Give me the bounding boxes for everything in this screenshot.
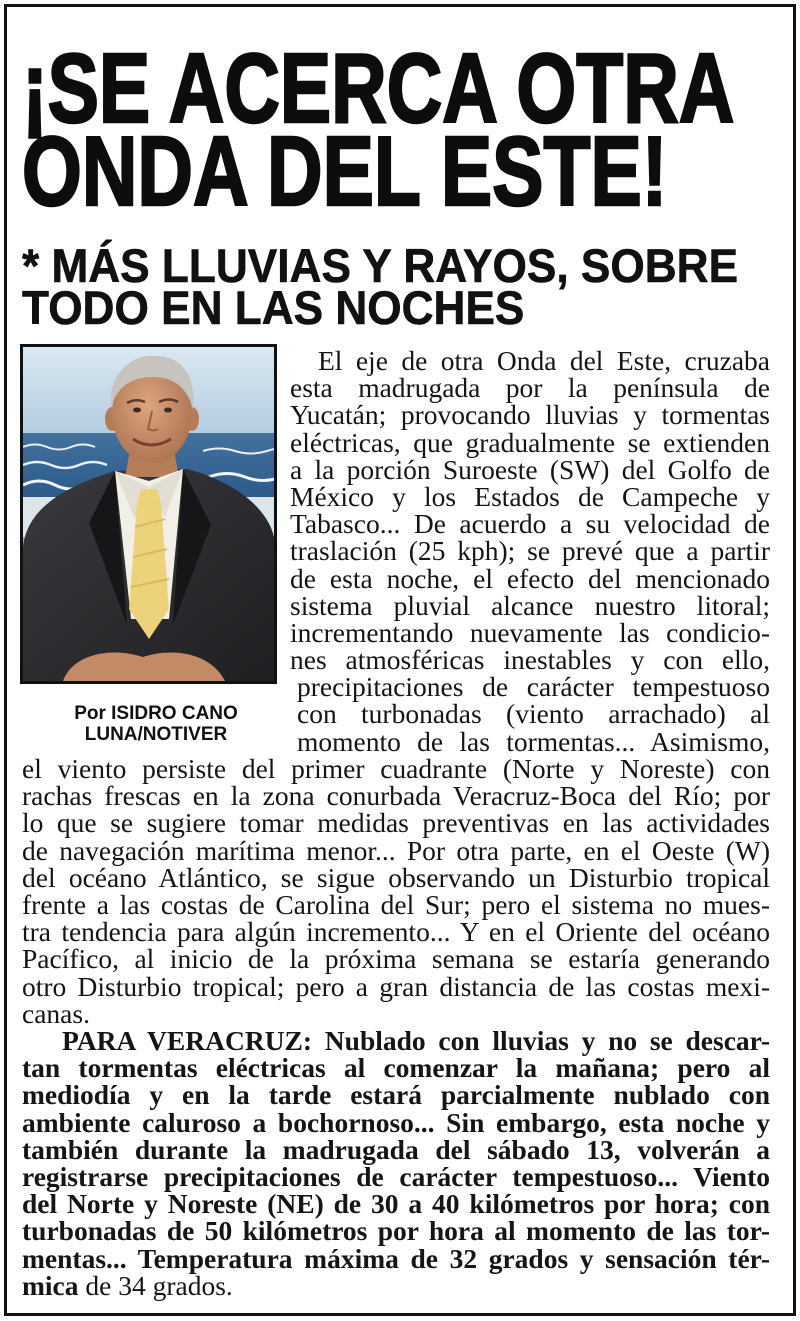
forecast-line: registrarse precipitaciones de carácter tempestuoso... Viento xyxy=(22,1160,770,1192)
article-line: Yucatán; provocando lluvias y tormentas xyxy=(290,399,770,431)
article-line: Pacífico, al inicio de la próxima semana se estaría generando xyxy=(22,943,770,975)
article-line: de navegación marítima menor... Por otra parte, en el Oeste (W) xyxy=(22,834,770,866)
article-line: frente a las costas de Carolina del Sur; pero el sistema no mues- xyxy=(22,888,770,920)
forecast-paragraph xyxy=(22,1027,770,1299)
article-line: eléctricas, que gradualmente se extienden xyxy=(290,426,770,458)
article-line: con turbonadas (viento arrachado) al xyxy=(297,698,770,730)
byline-line-2: LUNA/NOTIVER xyxy=(84,724,228,745)
forecast-last-bold: mica xyxy=(22,1269,79,1301)
article-line: México y los Estados de Campeche y xyxy=(290,480,770,512)
forecast-line: también durante la madrugada del sábado 13, volverán a xyxy=(22,1133,770,1165)
article-column-full xyxy=(22,755,770,1027)
subheadline-line-1: * MÁS LLUVIAS Y RAYOS, SOBRE xyxy=(22,239,739,292)
forecast-line: tan tormentas eléctricas al comenzar la mañana; pero al xyxy=(22,1052,770,1084)
article-line: El eje de otra Onda del Este, cruzaba xyxy=(318,345,770,376)
forecast-line: del Norte y Noreste (NE) de 30 a 40 kilómetros por hora; con xyxy=(22,1188,770,1220)
article-line: el viento persiste del primer cuadrante (Norte y Noreste) con xyxy=(22,753,770,784)
forecast-line: PARA VERACRUZ: Nublado con lluvias y no se descar- xyxy=(62,1025,770,1056)
forecast-line: turbonadas de 50 kilómetros por hora al momento de las tor- xyxy=(22,1215,770,1247)
article-line: del océano Atlántico, se sigue observando un Disturbio tropical xyxy=(22,861,770,893)
article-line: traslación (25 kph); se prevé que a partir xyxy=(290,535,770,567)
article-line: canas. xyxy=(22,997,90,1029)
forecast-line: mediodía y en la tarde estará parcialmente nublado con xyxy=(22,1079,770,1111)
article-line: de esta noche, el efecto del mencionado xyxy=(290,562,770,594)
article-line: a la porción Suroeste (SW) del Golfo de xyxy=(290,453,770,485)
forecast-last-regular: de 34 grados. xyxy=(78,1269,233,1301)
forecast-line xyxy=(22,1269,770,1301)
article-line: incrementando nuevamente las condicio- xyxy=(290,616,770,648)
article-column-wrapped xyxy=(290,347,770,755)
forecast-line: ambiente caluroso a bochornoso... Sin embargo, esta noche y xyxy=(22,1106,770,1138)
headline-line-2: ONDA DEL ESTE! xyxy=(22,116,668,226)
author-portrait-icon xyxy=(23,347,274,681)
subheadline-line-2: TODO EN LAS NOCHES xyxy=(22,281,525,334)
byline xyxy=(28,703,284,745)
byline-line-1: Por ISIDRO CANO xyxy=(74,703,238,724)
article-line: tra tendencia para algún incremento... Y en el Oriente del océano xyxy=(22,916,770,948)
article-line: rachas frescas en la zona conurbada Veracruz-Boca del Río; por xyxy=(22,780,770,812)
author-photo xyxy=(20,344,277,684)
article-line: nes atmosféricas inestables y con ello, xyxy=(290,644,770,676)
article-line: Tabasco... De acuerdo a su velocidad de xyxy=(290,508,770,540)
article-line: esta madrugada por la península de xyxy=(290,372,770,404)
headline-line-1: ¡SE ACERCA OTRA xyxy=(22,33,735,143)
article-line: lo que se sugiere tomar medidas preventivas en las actividades xyxy=(22,807,770,839)
article-line: sistema pluvial alcance nuestro litoral; xyxy=(290,589,770,621)
article-line: momento de las tormentas... Asimismo, xyxy=(297,725,770,757)
forecast-line: mentas... Temperatura máxima de 32 grados y sensación tér- xyxy=(22,1242,770,1274)
article-line: precipitaciones de carácter tempestuoso xyxy=(297,671,770,703)
article-line: otro Disturbio tropical; pero a gran distancia de las costas mexi- xyxy=(22,970,770,1002)
